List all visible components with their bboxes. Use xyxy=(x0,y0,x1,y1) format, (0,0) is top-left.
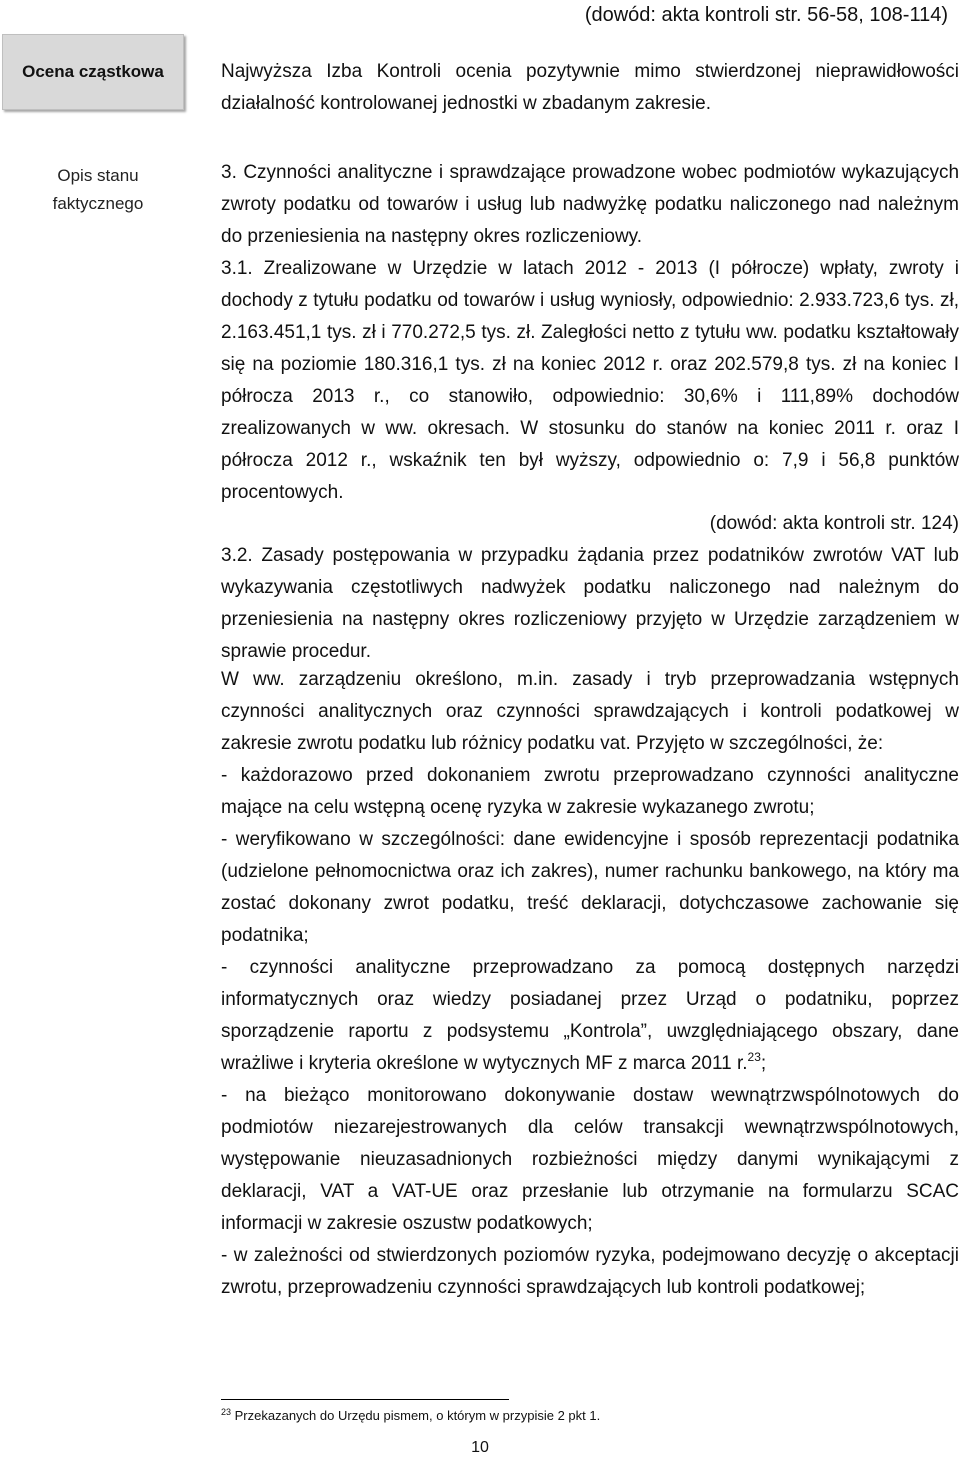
ordinance-intro: W ww. zarządzeniu określono, m.in. zasady i tryb przeprowadzania wstępnych czynności analitycznych oraz czynności sprawdzających i kontroli podatkowej w zakresie zwrotu podatku lub różnicy podatku vat. Przyjęto w szczególności, że: xyxy=(221,669,959,754)
footnote-marker: 23 xyxy=(221,1407,232,1417)
section-3-heading xyxy=(221,157,959,253)
bullet-analytical-activities: - każdorazowo przed dokonaniem zwrotu przeprowadzano czynności analityczne mające na celu wstępną ocenę ryzyka w zakresie wykazanego zwrotu; xyxy=(221,765,959,818)
footnote-23 xyxy=(221,1407,600,1425)
page-number: 10 xyxy=(471,1439,489,1456)
footnote-reference-23[interactable]: 23 xyxy=(747,1050,761,1064)
footnote-text: Przekazanych do Urzędu pismem, o którym w przypisie 2 pkt 1. xyxy=(234,1408,601,1423)
partial-assessment-label: Ocena cząstkowa xyxy=(2,34,184,110)
section-3-text: Czynności analityczne i sprawdzające prowadzone wobec podmiotów wykazujących zwroty podatku od towarów i usług lub nadwyżkę podatku naliczonego nad należnym do przeniesienia na następny okres rozliczeniowy. xyxy=(221,162,960,247)
facts-description-label: Opis stanu faktycznego xyxy=(52,166,144,213)
section-3-number: 3. xyxy=(221,162,237,183)
bullet-it-tools xyxy=(221,952,959,1080)
bullet-it-tools-tail: ; xyxy=(760,1053,767,1074)
footnote-separator xyxy=(221,1399,509,1400)
bullet-risk-decision: - w zależności od stwierdzonych poziomów ryzyka, podejmowano decyzję o akceptacji zwrotu, przeprowadzeniu czynności sprawdzających lub kontroli podatkowej; xyxy=(221,1245,959,1298)
section-3-2-paragraph: 3.2. Zasady postępowania w przypadku żądania przez podatników zwrotów VAT lub wykazywania częstotliwych nadwyżek podatku naliczonego nad należnym do przeniesienia na następny okres rozliczeniowy przyjęto w Urzędzie zarządzeniem w sprawie procedur. xyxy=(221,545,959,662)
bullet-it-tools-text: - czynności analityczne przeprowadzano za pomocą dostępnych narzędzi informatycznych oraz wiedzy posiadanej przez Urząd o podatniku, poprzez sporządzenie raportu z podsystemu „Kontrola”, uwzględniającego obszary, dane wrażliwe i kryteria określone w wytycznych MF z marca 2011 r. xyxy=(221,957,959,1074)
bullet-intra-community-monitoring: - na bieżąco monitorowano dokonywanie dostaw wewnątrzwspólnotowych do podmiotów niezarejestrowanych dla celów transakcji wewnątrzwspólnotowych, występowanie nieuzasadnionych rozbieżności między danymi wynikającymi z deklaracji, VAT a VAT-UE oraz przesłanie lub otrzymanie na formularzu SCAC informacji w zakresie oszustw podatkowych; xyxy=(221,1085,959,1234)
evidence-reference-124: (dowód: akta kontroli str. 124) xyxy=(709,513,959,534)
partial-assessment-text: Najwyższa Izba Kontroli ocenia pozytywnie mimo stwierdzonej nieprawidłowości działalność kontrolowanej jednostki w zbadanym zakresie. xyxy=(221,61,959,114)
section-3-1-paragraph: 3.1. Zrealizowane w Urzędzie w latach 2012 - 2013 (I półrocze) wpłaty, zwroty i dochody z tytułu podatku od towarów i usług wyniosły, odpowiednio: 2.933.723,6 tys. zł, 2.163.451,1 tys. zł i 770.272,5 tys. zł. Zaległości netto z tytułu ww. podatku kształtowały się na poziomie 180.316,1 tys. zł na koniec 2012 r. oraz 202.579,8 tys. zł na koniec I półrocza 2013 r., co stanowiło, odpowiednio: 30,6% i 111,89% dochodów zrealizowanych w ww. okresach. W stosunku do stanów na koniec 2011 r. oraz I półrocza 2012 r., wskaźnik ten był wyższy, odpowiednio o: 7,9 i 56,8 punktów procentowych. xyxy=(221,258,959,503)
evidence-reference-top: (dowód: akta kontroli str. 56-58, 108-114) xyxy=(584,4,948,26)
bullet-verified-data: - weryfikowano w szczególności: dane ewidencyjne i sposób reprezentacji podatnika (udzielone pełnomocnictwa oraz ich zakres), numer rachunku bankowego, na który ma zostać dokonany zwrot podatku, treść deklaracji, dotychczasowe zachowanie się podatnika; xyxy=(221,829,959,946)
